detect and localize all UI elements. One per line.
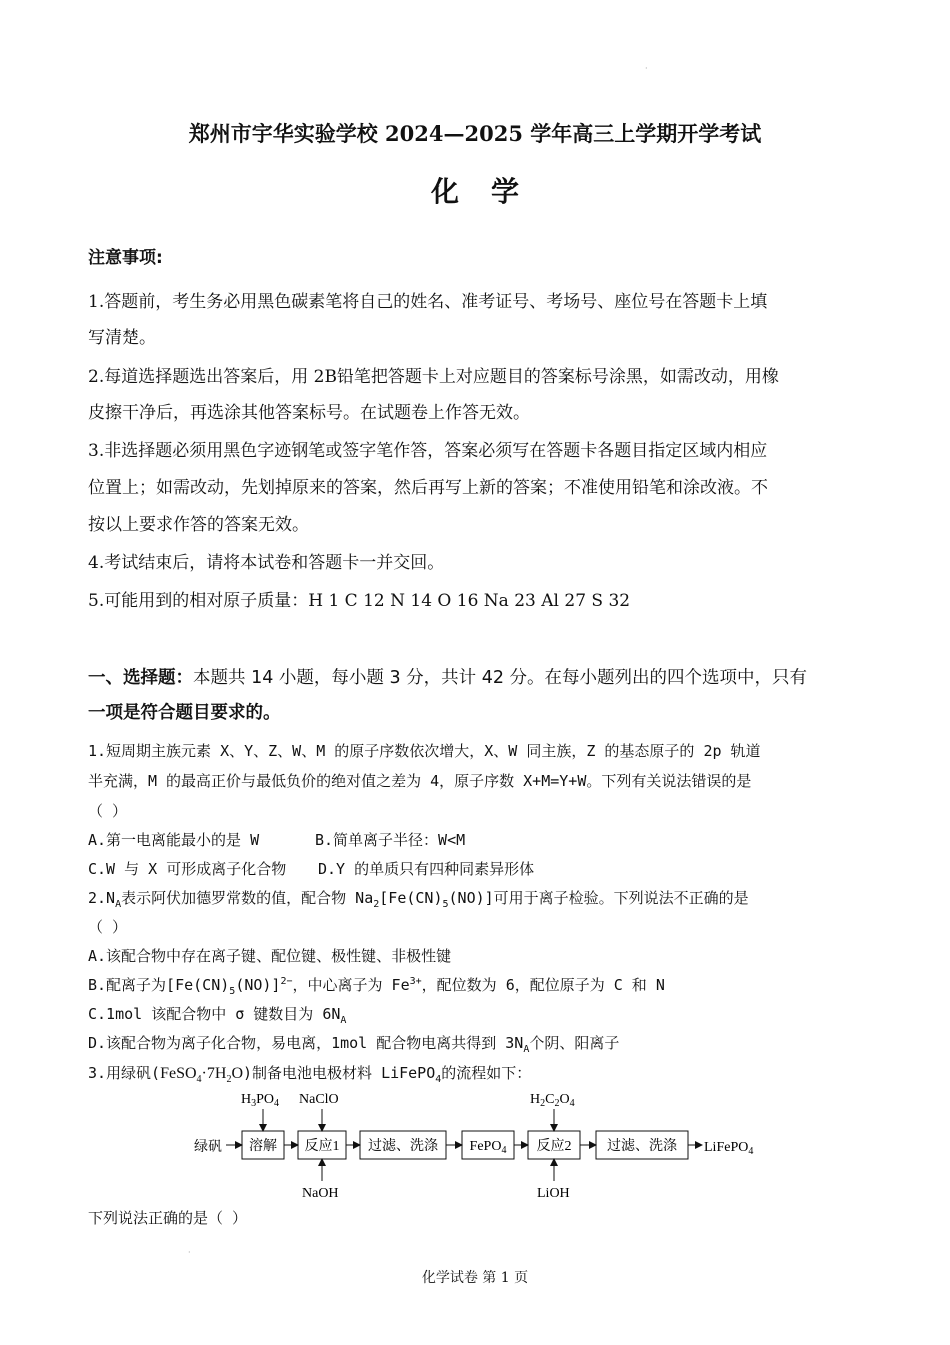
q3-stem: 3.用绿矾$(FeSO_4\cdot 7H_2O)$制备电池电极材料 LiFePO$_4$的流程如下： xyxy=(88,1064,532,1086)
flow-start-label: 绿矾 xyxy=(194,1140,222,1155)
notice-line: 4.考试结束后，请将本试卷和答题卡一并交回。 xyxy=(88,553,445,573)
flow-box-dissolve-label: 溶解 xyxy=(249,1139,277,1154)
section-text-line2: 一项是符合题目要求的。 xyxy=(88,703,281,723)
flow-box-reaction1-label: 反应1 xyxy=(304,1139,340,1154)
scan-dot: · xyxy=(188,1248,191,1257)
q3-question: 下列说法正确的是（ ） xyxy=(88,1209,248,1227)
q2-stem: $2.N_A$表示阿伏加德罗常数的值，配合物 $Na_2[Fe(CN)_5(NO)]$可用于离子检验。下列说法不正确的是 xyxy=(88,889,749,910)
notice-line: 按以上要求作答的答案无效。 xyxy=(88,515,309,535)
notice-heading: 注意事项: xyxy=(88,248,163,268)
flow-box-fepo4-label: FePO$_4$ xyxy=(469,1139,507,1156)
q1-option-c: C.W 与 X 可形成离子化合物 xyxy=(88,860,287,878)
scan-dot: · xyxy=(645,64,648,73)
flow-product-label: LiFePO$_4$ xyxy=(704,1140,754,1157)
q1-line: 半充满，M 的最高正价与最低负价的绝对值之差为 4，原子序数 X+M=Y+W。下列有关说法错误的是 xyxy=(88,772,752,790)
page-footer: 化学试卷 第 1 页 xyxy=(421,1270,529,1286)
section-label: 一、选择题： xyxy=(88,668,193,688)
q2-option-b: B.配离子为$[Fe(CN)_5(NO)]^{2-}$，中心离子为 $Fe^{3+}$，配位数为 6，配位原子为 C 和 N xyxy=(88,976,665,997)
flow-reagent-naclo: NaClO xyxy=(299,1092,339,1107)
notice-line: 1.答题前，考生务必用黑色碳素笔将自己的姓名、准考证号、考场号、座位号在答题卡上填 xyxy=(88,292,768,312)
q2-option-c: C.1mol 该配合物中 σ 键数目为 $6N_A$ xyxy=(88,1005,347,1026)
section-text: 本题共 14 小题，每小题 3 分，共计 42 分。在每小题列出的四个选项中，只有 xyxy=(193,668,808,688)
flow-reagent-h2c2o4: $H_2C_2O_4$ xyxy=(530,1092,575,1109)
flow-box-reaction2-label: 反应2 xyxy=(536,1139,572,1154)
section-heading xyxy=(88,664,807,689)
notice-line: 5.可能用到的相对原子质量：H 1 C 12 N 14 O 16 Na 23 Al 27 S 32 xyxy=(88,591,631,611)
flow-diagram-svg xyxy=(186,1085,786,1205)
q1-option-b: B.简单离子半径：W<M xyxy=(315,831,466,849)
q1-option-a: A.第一电离能最小的是 W xyxy=(88,831,260,849)
q2-option-d: D.该配合物为离子化合物，易电离，1mol 配合物电离共得到 $3N_A$个阴、阳离子 xyxy=(88,1034,620,1055)
notice-line: 皮擦干净后，再选涂其他答案标号。在试题卷上作答无效。 xyxy=(88,403,530,423)
flow-reagent-lioh: LiOH xyxy=(537,1186,570,1201)
notice-line: 写清楚。 xyxy=(88,328,156,348)
q1-option-d: D.Y 的单质只有四种同素异形体 xyxy=(318,860,535,878)
notice-line: 位置上；如需改动，先划掉原来的答案，然后再写上新的答案；不准使用铅笔和涂改液。不 xyxy=(88,478,768,498)
flow-box-filter2-label: 过滤、洗涤 xyxy=(607,1139,677,1154)
q2-option-a: A.该配合物中存在离子键、配位键、极性键、非极性键 xyxy=(88,947,452,965)
notice-line: 2.每道选择题选出答案后，用 2B铅笔把答题卡上对应题目的答案标号涂黑，如需改动，用橡 xyxy=(88,367,779,387)
exam-title: 郑州市宇华实验学校 2024—2025 学年高三上学期开学考试 xyxy=(188,121,762,146)
flow-box-filter1-label: 过滤、洗涤 xyxy=(368,1139,438,1154)
flow-diagram xyxy=(186,1085,786,1209)
notice-line: 3.非选择题必须用黑色字迹钢笔或签字笔作答，答案必须写在答题卡各题目指定区域内相应 xyxy=(88,441,768,461)
flow-reagent-naoh: NaOH xyxy=(302,1186,339,1201)
q1-line: 1.短周期主族元素 X、Y、Z、W、M 的原子序数依次增大，X、W 同主族，Z 的基态原子的 2p 轨道 xyxy=(88,742,761,760)
subject-title: 化学 xyxy=(430,175,551,208)
q2-answer-paren: （ ） xyxy=(88,918,128,936)
flow-reagent-h3po4: $H_3PO_4$ xyxy=(241,1092,280,1109)
q1-answer-paren: （ ） xyxy=(88,802,128,820)
